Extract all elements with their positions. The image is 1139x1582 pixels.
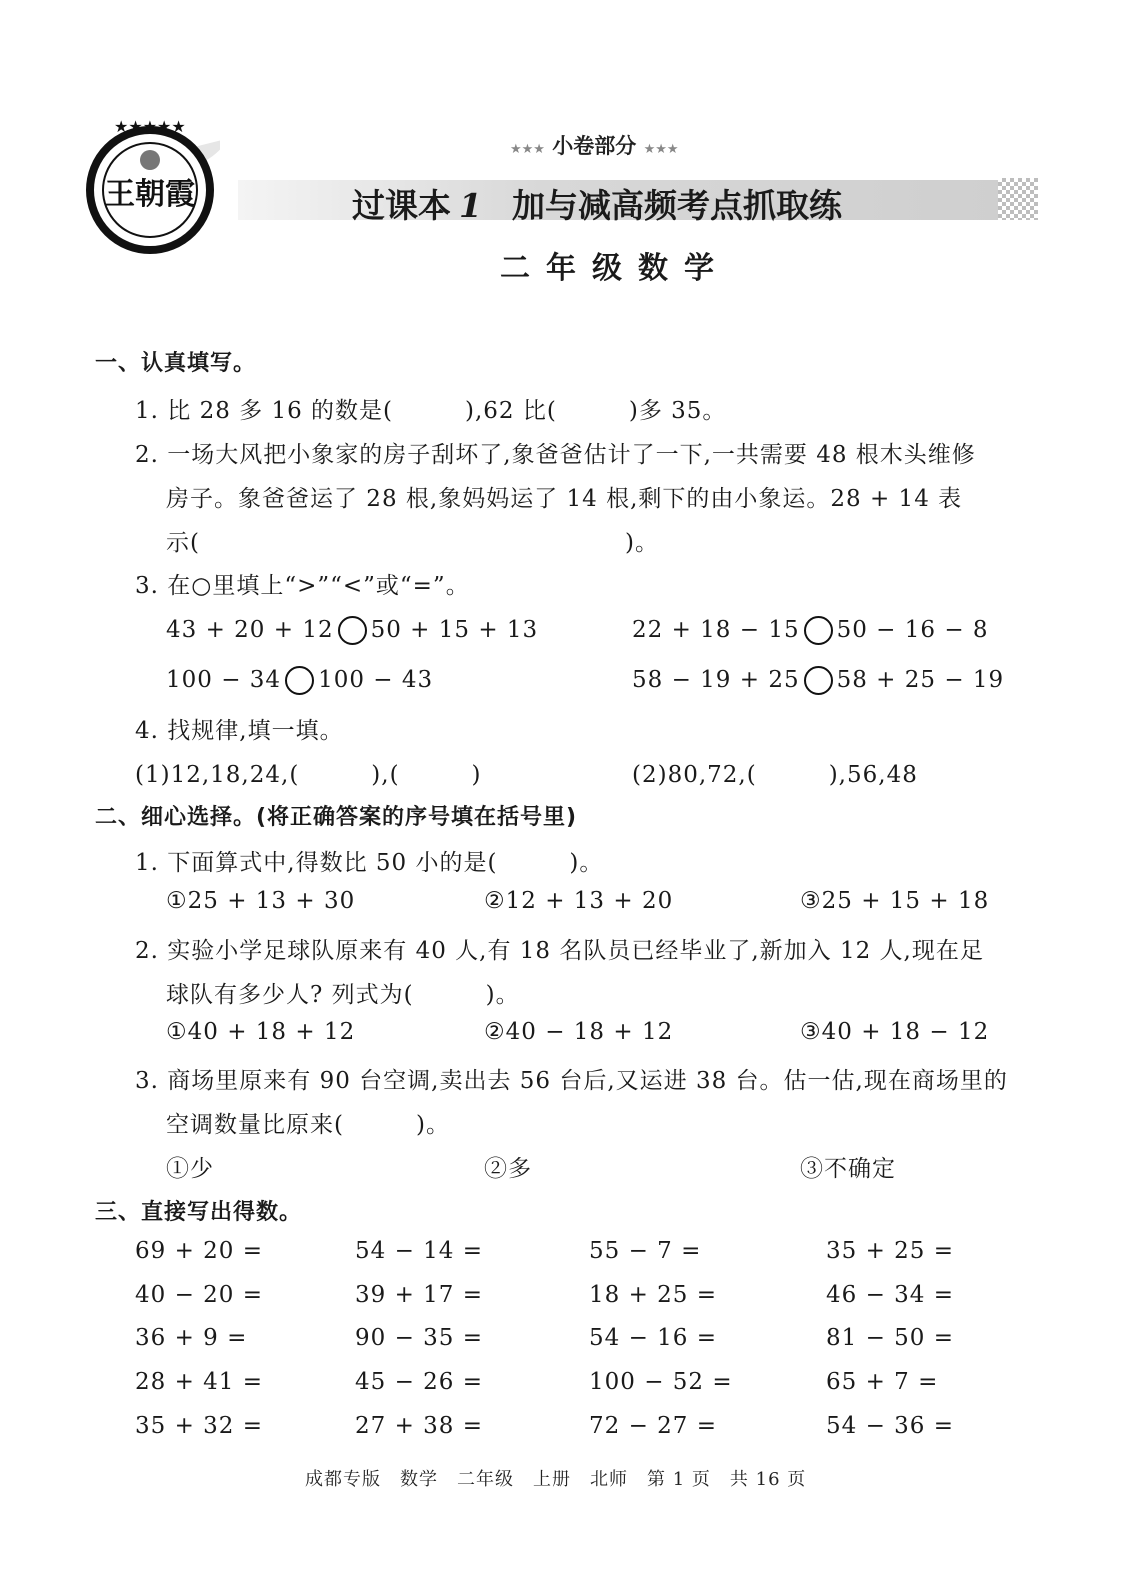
svg-text:★★★★★: ★★★★★ — [114, 118, 186, 136]
compare-right: 50 + 15 + 13 — [370, 617, 539, 643]
calc-item: 46 − 34 = — [826, 1282, 955, 1308]
s2-q3-option: ②多 — [484, 1156, 532, 1182]
compare-right: 50 − 16 − 8 — [836, 617, 989, 643]
section3-title: 三、直接写出得数。 — [95, 1200, 303, 1225]
compare-left: 22 + 18 − 15 — [632, 617, 800, 643]
compare-row — [632, 616, 989, 645]
compare-right: 100 − 43 — [318, 667, 434, 693]
s2-q3-option: ③不确定 — [800, 1156, 896, 1182]
s1-q2-line3-end: )。 — [625, 530, 659, 556]
s1-q4-b: (2)80,72,( ),56,48 — [632, 762, 918, 788]
compare-left: 100 − 34 — [166, 667, 282, 693]
calc-item: 36 + 9 = — [135, 1325, 248, 1351]
s1-q2-line3: 示( — [166, 530, 200, 556]
main-title-text: 加与减高频考点抓取练 — [511, 186, 842, 225]
s1-q2-line1: 2. 一场大风把小象家的房子刮坏了,象爸爸估计了一下,一共需要 48 根木头维修 — [135, 442, 976, 468]
small-title-text: 小卷部分 — [552, 134, 637, 158]
stars-right-icon: ★★★ — [643, 142, 679, 157]
calc-item: 35 + 32 = — [135, 1413, 264, 1439]
calc-item: 65 + 7 = — [826, 1369, 939, 1395]
small-title — [510, 130, 679, 160]
s2-q2-option: ③40 + 18 − 12 — [800, 1019, 990, 1045]
banner-checker-decoration — [998, 178, 1038, 220]
calc-item: 72 − 27 = — [589, 1413, 718, 1439]
main-title-number: 1 — [459, 186, 482, 225]
grade-title: 二年级数学 — [500, 251, 730, 286]
calc-item: 54 − 36 = — [826, 1413, 955, 1439]
s1-q2-line2: 房子。象爸爸运了 28 根,象妈妈运了 14 根,剩下的由小象运。28 + 14 表 — [166, 486, 963, 512]
s2-q1-option: ②12 + 13 + 20 — [484, 888, 674, 914]
stars-left-icon: ★★★ — [510, 142, 545, 157]
compare-row — [166, 616, 538, 645]
page-footer: 成都专版 数学 二年级 上册 北师 第 1 页 共 16 页 — [305, 1469, 807, 1490]
answer-circle[interactable] — [338, 616, 367, 645]
calc-item: 45 − 26 = — [355, 1369, 484, 1395]
s2-q2-line1: 2. 实验小学足球队原来有 40 人,有 18 名队员已经毕业了,新加入 12 人,现在足 — [135, 938, 984, 964]
s1-q4-a: (1)12,18,24,( ),( ) — [135, 762, 482, 788]
calc-item: 28 + 41 = — [135, 1369, 264, 1395]
logo-text: 王朝霞 — [105, 177, 195, 212]
compare-right: 58 + 25 − 19 — [836, 667, 1005, 693]
section1-title: 一、认真填写。 — [95, 351, 257, 376]
s2-q2-option: ②40 − 18 + 12 — [484, 1019, 674, 1045]
calc-item: 54 − 16 = — [589, 1325, 718, 1351]
calc-item: 40 − 20 = — [135, 1282, 264, 1308]
compare-row — [166, 666, 433, 695]
s2-q2-line2: 球队有多少人? 列式为( )。 — [166, 982, 520, 1008]
compare-row — [632, 666, 1004, 695]
s2-q3-line2: 空调数量比原来( )。 — [166, 1112, 450, 1138]
calc-item: 35 + 25 = — [826, 1238, 955, 1264]
s1-q4: 4. 找规律,填一填。 — [135, 718, 344, 744]
s2-q2-option: ①40 + 18 + 12 — [166, 1019, 356, 1045]
calc-item: 39 + 17 = — [355, 1282, 484, 1308]
s1-q1: 1. 比 28 多 16 的数是( ),62 比( )多 35。 — [135, 398, 727, 424]
answer-circle[interactable] — [285, 666, 314, 695]
calc-item: 81 − 50 = — [826, 1325, 955, 1351]
s1-q3: 3. 在○里填上“>”“<”或“=”。 — [135, 573, 470, 599]
s2-q1-option: ①25 + 13 + 30 — [166, 888, 356, 914]
calc-item: 18 + 25 = — [589, 1282, 718, 1308]
publisher-logo — [80, 118, 220, 258]
calc-item: 54 − 14 = — [355, 1238, 484, 1264]
s2-q1-option: ③25 + 15 + 18 — [800, 888, 990, 914]
main-title — [352, 180, 842, 227]
compare-left: 43 + 20 + 12 — [166, 617, 334, 643]
calc-item: 55 − 7 = — [589, 1238, 702, 1264]
calc-item: 69 + 20 = — [135, 1238, 264, 1264]
calc-item: 100 − 52 = — [589, 1369, 733, 1395]
compare-left: 58 − 19 + 25 — [632, 667, 800, 693]
answer-circle[interactable] — [804, 666, 833, 695]
s2-q3-line1: 3. 商场里原来有 90 台空调,卖出去 56 台后,又运进 38 台。估一估,现在商场里的 — [135, 1068, 1008, 1094]
main-title-prefix: 过课本 — [352, 186, 451, 225]
calc-item: 27 + 38 = — [355, 1413, 484, 1439]
s2-q3-option: ①少 — [166, 1156, 214, 1182]
s2-q1: 1. 下面算式中,得数比 50 小的是( )。 — [135, 850, 604, 876]
section2-title: 二、细心选择。(将正确答案的序号填在括号里) — [95, 805, 578, 830]
answer-circle[interactable] — [804, 616, 833, 645]
calc-item: 90 − 35 = — [355, 1325, 484, 1351]
